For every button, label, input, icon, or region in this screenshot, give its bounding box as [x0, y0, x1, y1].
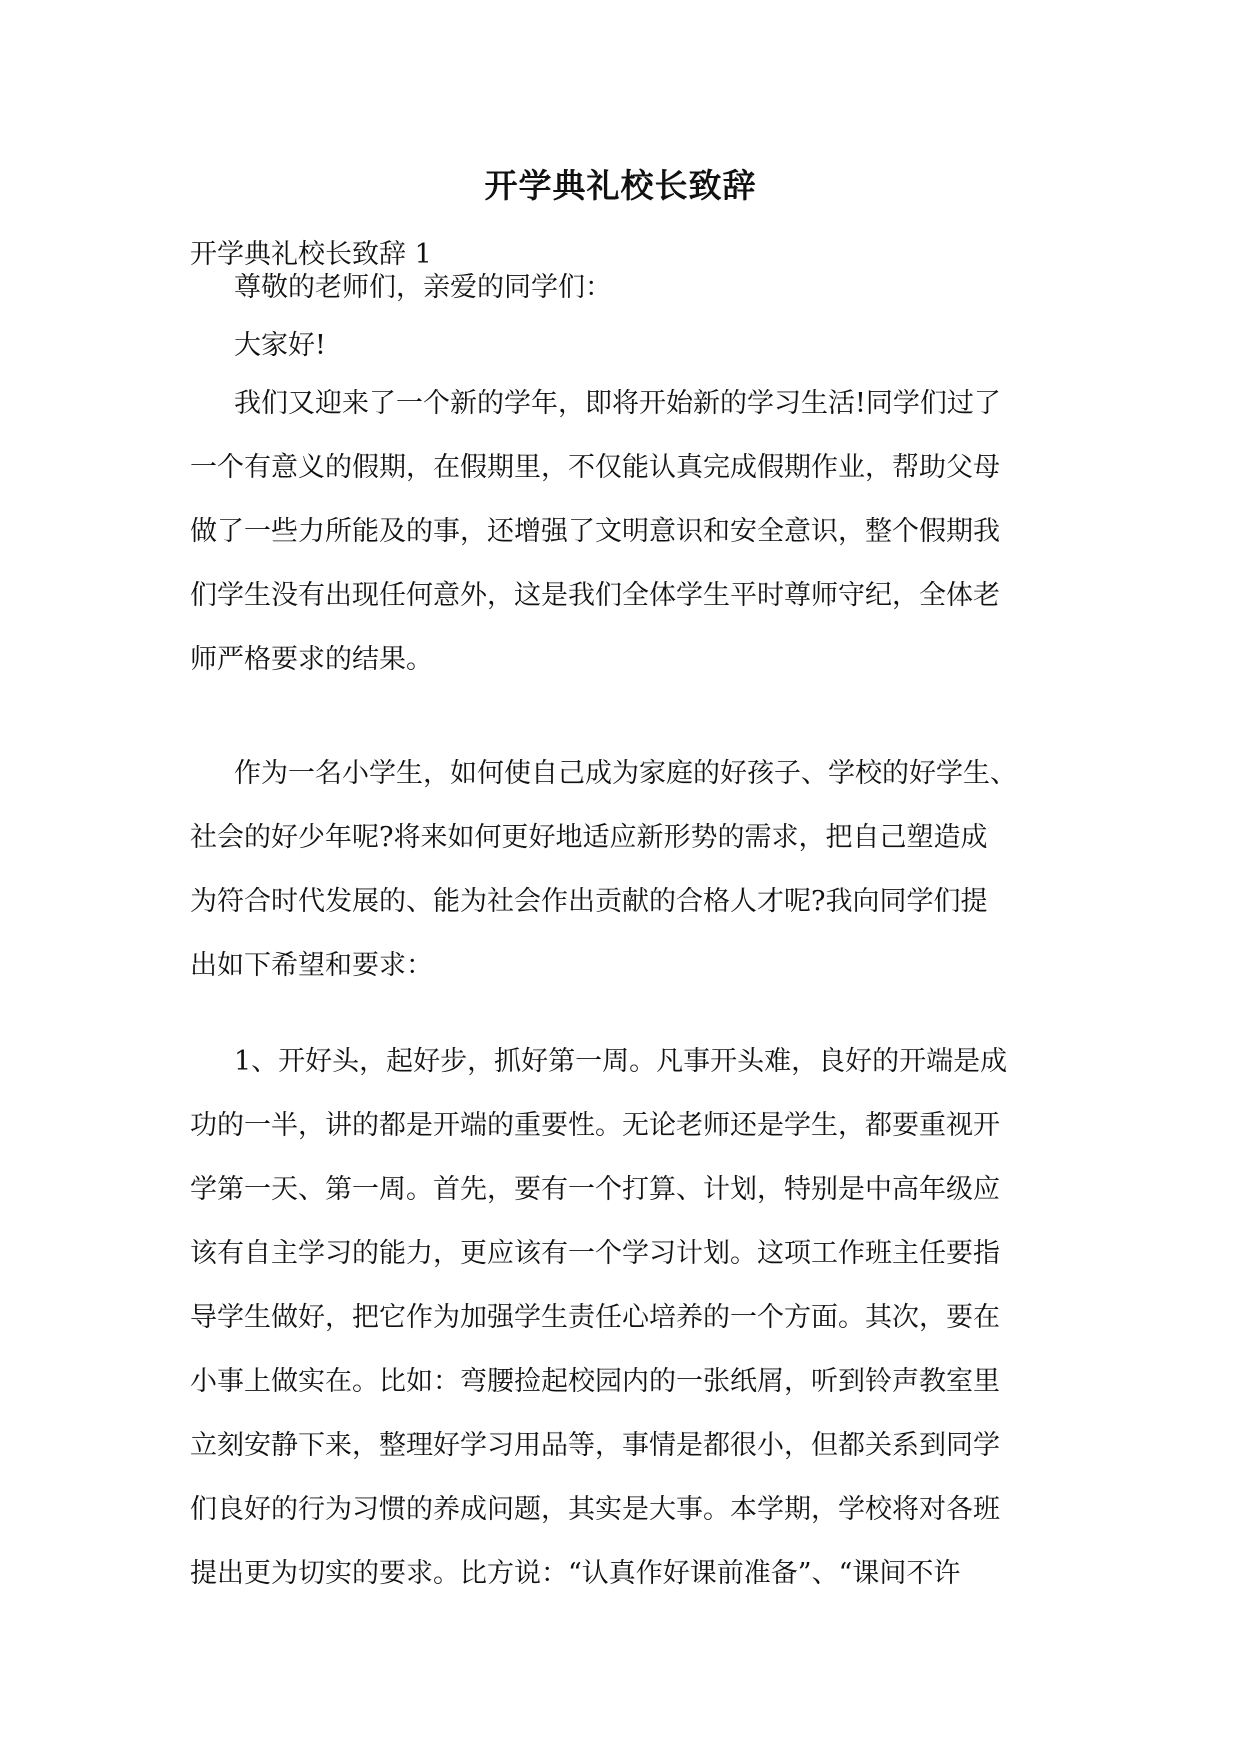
text-line: 们学生没有出现任何意外，这是我们全体学生平时尊师守纪，全体老 [190, 580, 1000, 611]
text-line: 立刻安静下来，整理好学习用品等，事情是都很小，但都关系到同学 [190, 1430, 1000, 1461]
text-line: 做了一些力所能及的事，还增强了文明意识和安全意识，整个假期我 [190, 516, 1000, 547]
text-line: 我们又迎来了一个新的学年，即将开始新的学习生活!同学们过了 [234, 388, 1001, 419]
text-line: 功的一半，讲的都是开端的重要性。无论老师还是学生，都要重视开 [190, 1110, 1000, 1141]
hello-paragraph [190, 314, 1060, 378]
text-line: 为符合时代发展的、能为社会作出贡献的合格人才呢?我向同学们提 [190, 886, 988, 917]
text-line: 师严格要求的结果。 [190, 644, 433, 675]
question-paragraph [190, 742, 1060, 998]
greeting-paragraph [190, 256, 1060, 320]
text-line: 1、开好头，起好步，抓好第一周。凡事开头难，良好的开端是成 [234, 1046, 1008, 1077]
section-heading: 开学典礼校长致辞 1 [190, 239, 432, 270]
document-title: 开学典礼校长致辞 [484, 166, 757, 205]
text-line: 尊敬的老师们，亲爱的同学们： [234, 272, 612, 303]
text-line: 学第一天、第一周。首先，要有一个打算、计划，特别是中高年级应 [190, 1174, 1000, 1205]
text-line: 出如下希望和要求： [190, 950, 433, 981]
intro-paragraph [190, 372, 1060, 692]
text-line: 们良好的行为习惯的养成问题，其实是大事。本学期，学校将对各班 [190, 1494, 1000, 1525]
text-line: 社会的好少年呢?将来如何更好地适应新形势的需求，把自己塑造成 [190, 822, 988, 853]
text-line: 大家好! [234, 330, 326, 361]
text-line: 导学生做好，把它作为加强学生责任心培养的一个方面。其次，要在 [190, 1302, 1000, 1333]
requirement-paragraph [190, 1030, 1060, 1606]
text-line: 作为一名小学生，如何使自己成为家庭的好孩子、学校的好学生、 [234, 758, 1017, 789]
text-line: 一个有意义的假期，在假期里，不仅能认真完成假期作业，帮助父母 [190, 452, 1000, 483]
text-line: 该有自主学习的能力，更应该有一个学习计划。这项工作班主任要指 [190, 1238, 1000, 1269]
text-line: 小事上做实在。比如：弯腰捡起校园内的一张纸屑，听到铃声教室里 [190, 1366, 1000, 1397]
text-line: 提出更为切实的要求。比方说：“认真作好课前准备”、“课间不许 [190, 1558, 961, 1589]
